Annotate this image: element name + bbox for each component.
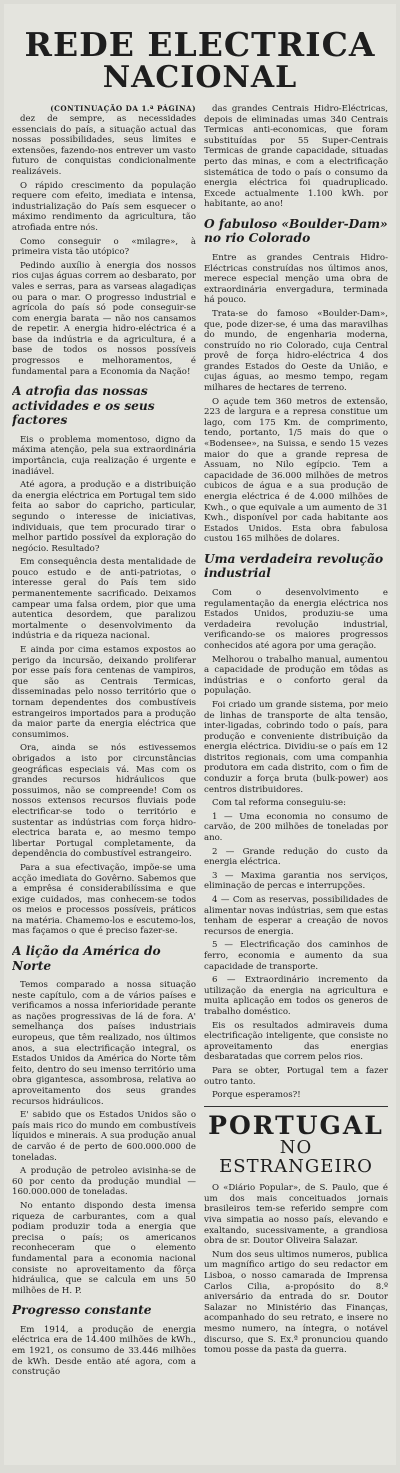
section-title-estrangeiro: NO ESTRANGEIRO — [219, 1136, 373, 1178]
paragraph: Até agora, a produção e a distribuição da energia eléctrica em Portugal tem sido feita ao sabor do capricho, particular, segundo o interesse de iniciativas, individuais, que tem procurado tirar o melhor partido possível da exploração do negócio. Resultado? — [12, 480, 196, 554]
newspaper-page — [4, 4, 396, 1465]
paragraph: No entanto dispondo desta imensa riqueza de carburantes, com a qual podiam produzir toda a energia que precisa o país; os americanos reconheceram que o elemento fundamental para a economia nacional consiste no aproveitamento da fôrça hidráulica, que se calcula em uns 50 milhões de H. P. — [12, 1200, 196, 1296]
paragraph: Em consequência desta mentalidade de pouco estudo e de anti-patriotas, o interesse geral do País tem sido permanentemente sacrificado. Deixamos campear uma falsa ordem, pior que uma autentica desordem, que paralizou mortalmente o desenvolvimento da indústria e da riqueza nacional. — [12, 557, 196, 642]
subheading-licao-america: A lição da América do Norte — [12, 944, 161, 973]
paragraph: 1 — Uma economia no consumo de carvão, de 200 milhões de toneladas por ano. — [204, 811, 388, 844]
paragraph: Eis os resultados admiraveis duma electrificação inteligente, que consiste no aproveitamento das energias desbaratadas que correm pelos rios. — [204, 1020, 388, 1063]
section-title-portugal: PORTUGAL — [208, 1110, 384, 1140]
article-columns — [12, 104, 388, 1459]
paragraph: A produção de petroleo avisinha-se de 60 por cento da produção mundial — 160.000.000 de toneladas. — [12, 1166, 196, 1198]
paragraph: 5 — Electrificação dos caminhos de ferro, economia e aumento da sua capacidade de transporte. — [204, 940, 388, 972]
headline — [4, 25, 396, 95]
paragraph: Como conseguir o «milagre», à primeira vista tão utópico? — [12, 236, 196, 258]
paragraph: Com tal reforma conseguiu-se: — [212, 798, 346, 809]
paragraph: 6 — Extraordinário incremento da utilização da energia na agricultura e muita aplicação em todos os generos de trabalho doméstico. — [204, 975, 388, 1017]
paragraph: Trata-se do famoso «Boulder-Dam», que, pode dizer-se, é uma das maravilhas do mundo, de engenharia moderna, construído no rio Colorado, cuja Central provê de força hidro-eléctrica 4 dos grandes Estados do Oeste da União, e cujas águas, ao mesmo tempo, regam milhares de hectares de terreno. — [204, 308, 388, 394]
headline-line-1: REDE ELECTRICA — [24, 25, 376, 64]
paragraph: O «Diário Popular», de S. Paulo, que é um dos mais conceituados jornais brasileiros tem-se referido sempre com viva simpatia ao nosso país, elevando e exaltando, sucessivamente, a grandiosa obra de sr. Doutor Oliveira Salazar. — [204, 1183, 388, 1247]
paragraph: E ainda por cima estamos expostos ao perigo da incursão, deixando proliferar por esse país fora centenas de vampiros, que são as Centrais Termicas, disseminadas pelo nosso território que o tornam dependentes dos combustíveis estrangeiros importados para a produção da maior parte da energia eléctrica que consumimos. — [12, 645, 196, 740]
paragraph: Para a sua efectivação, impõe-se uma acção imediata do Govêrno. Sabemos que a emprêsa é considerabilíssima e que exige cuidados, mas conhecem-se todos os meios e processos possíveis, práticos na matéria. Chamemo-los e escutemo-los, mas façamos o que é preciso fazer-se. — [12, 862, 196, 937]
paragraph: 2 — Grande redução do custo da energia eléctrica. — [204, 846, 388, 868]
paragraph: Num dos seus ultimos numeros, publica um magnífico artigo do seu redactor em Lisboa, o nosso camarada de Imprensa Carlos Cilia, a-propósito do 8.º aniversário da entrada do sr. Doutor Salazar no Ministério das Finanças, acompanhado do seu retrato, e insere no mesmo numero, na íntegra, o notável discurso, que S. Ex.ª pronunciou quando tomou posse da pasta da guerra. — [204, 1249, 388, 1356]
paragraph: Entre as grandes Centrais Hidro-Eléctricas construídas nos últimos anos, merece especial menção uma obra de extraordinária envergadura, terminada há pouco. — [204, 252, 388, 306]
paragraph: Com o desenvolvimento e regulamentação da energia eléctrica nos Estados Unidos, produziu-se uma verdadeira revolução industrial, verificando-se os maiores progressos conhecidos até agora por uma geração. — [204, 587, 388, 651]
subheading-atrofia: A atrofia das nossas actividades e os seus factores — [12, 384, 155, 428]
headline-line-2: NACIONAL — [102, 60, 298, 95]
continuation-note: (CONTINUAÇÃO DA 1.ª PÁGINA) — [50, 104, 196, 113]
paragraph: Porque esperamos?! — [212, 1090, 301, 1101]
paragraph: das grandes Centrais Hidro-Eléctricas, depois de eliminadas umas 340 Centrais Termicas anti-economicas, que foram substituídas por 55 Super-Centrais Termicas de grande capacidade, situadas perto das minas, e com a electrificação sistemática de todo o país o consumo da energia eléctrica foi quadruplicado. Excede actualmente 1.100 kWh. por habitante, ao ano! — [204, 104, 388, 210]
paragraph: Eis o problema momentoso, digno da máxima atenção, pela sua extraordinária importância, cuja realização é urgente e inadiável. — [12, 434, 196, 477]
paragraph: O açude tem 360 metros de extensão, 223 de largura e a represa constitue um lago, com 175 Km. de comprimento, tendo, portanto, 1/5 mais do que o «Bodensee», na Suissa, e sendo 15 vezes maior do que a grande represa de Assuam, no Nilo egípcio. Tem a capacidade de 36.000 milhões de metros cubicos de água e a sua produção de energia eléctrica é de 4.000 milhões de Kwh., o que equivale a um aumento de 31 Kwh., disponível por cada habitante aos Estados Unidos. Esta obra fabulosa custou 165 milhões de dolares. — [204, 396, 388, 545]
divider — [204, 1106, 388, 1107]
paragraph: Ora, ainda se nós estivessemos obrigados a isto por circunstâncias geográficas especiais vá. Mas com os grandes recursos hidráulicos que possuimos, não se compreende! Com os nossos extensos recursos fluviais pode electrificar-se todo o território e sustentar as indústrias com força hidro-electrica barata e, ao mesmo tempo libertar Portugal completamente, da dependência do combustível estrangeiro. — [12, 743, 196, 860]
subheading-boulder-dam: O fabuloso «Boulder-Dam» no rio Colorado — [204, 216, 388, 246]
paragraph: dez de sempre, as necessidades essenciais do país, a situação actual das nossas possibilidades, seus limites e extensões, fazendo-nos entrever um vasto futuro de conquistas condicionalmente realizáveis. — [12, 114, 196, 177]
column-right — [204, 104, 388, 1459]
paragraph: O rápido crescimento da população requere com efeito, imediata e intensa, industrialização do País sem esquecer o máximo rendimento da agricultura, tão atrofiada entre nós. — [12, 180, 196, 233]
paragraph: E' sabido que os Estados Unidos são o país mais rico do mundo em combustíveis líquidos e minerais. A sua produção anual de carvão é de perto de 600.000.000 de toneladas. — [12, 1110, 196, 1163]
column-left — [12, 104, 196, 1459]
paragraph: Temos comparado a nossa situação neste capítulo, com a de vários países e verificamos a nossa inferioridade perante as nações progressivas de lá de fora. A' semelhança dos países industriais europeus, que têm realizado, nos últimos anos, a sua electrificação integral, os Estados Unidos da América do Norte têm feito, dentro do seu imenso território uma obra gigantesca, assombrosa, relativa ao aproveitamento dos seus grandes recursos hidráulicos. — [12, 980, 196, 1107]
subheading-progresso: Progresso constante — [12, 1303, 152, 1318]
paragraph: 4 — Com as reservas, possibilidades de alimentar novas indústrias, sem que estas tenham de esperar a creação de novos recursos de energia. — [204, 895, 388, 937]
paragraph: Em 1914, a produção de energia eléctrica era de 14.400 milhões de kWh., em 1921, os consumo de 33.446 milhões de kWh. Desde então até agora, com a construção — [12, 1324, 196, 1378]
subheading-revolucao: Uma verdadeira revolução industrial — [204, 551, 384, 581]
paragraph: Pedindo auxílio à energia dos nossos rios cujas águas correm ao desbarato, por vales e serras, para as varseas alagadiças ou para o mar. O progresso industrial e agrícola do país só pode conseguir-se com energia barata — não nos cansamos de repetir. A energia hidro-eléctrica é a base da indústria e da agricultura, é a base de todos os nossos possíveis progressos e melhoramentos, é fundamental para a Economia da Nação! — [12, 260, 196, 377]
paragraph: Foi criado um grande sistema, por meio de linhas de transporte de alta tensão, inter-ligadas, cobrindo todo o país, para produção e conveniente distribuição da energia eléctrica. Dividiu-se o país em 12 distritos regionais, com uma companhia produtora em cada distrito, com o fim de conduzir a força bruta (bulk-power) aos centros distribuidores. — [204, 699, 388, 795]
paragraph: Melhorou o trabalho manual, aumentou a capacidade de produção em tôdas as indústrias e o conforto geral da população. — [204, 654, 388, 697]
paragraph: Para se obter, Portugal tem a fazer outro tanto. — [204, 1065, 388, 1087]
paragraph: 3 — Maxima garantia nos serviços, eliminação de percas e interrupções. — [204, 870, 388, 892]
portugal-no-estrangeiro-box — [204, 1110, 388, 1356]
